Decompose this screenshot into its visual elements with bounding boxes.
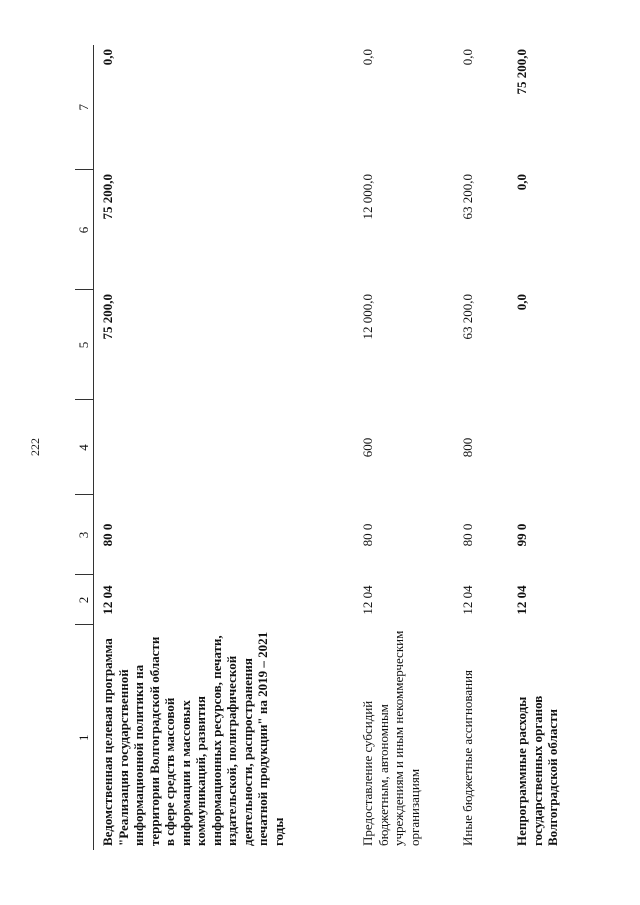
row-amount-7: 0,0: [100, 49, 115, 66]
row-amount-5: 75 200,0: [100, 294, 115, 340]
header-row: [75, 45, 94, 850]
budget-table: [75, 45, 578, 850]
row-name: Ведомственная целевая программа "Реализация государственной информационной политики на территории Волгоградской области в сфере средств массовой информации и массовых коммуникаций, развития информационных ресурсов, печати, издательской, полиграфической деятельности, распространения печатной продукции" на 2019 – 2021 годы: [100, 631, 286, 846]
table-row: [454, 45, 508, 850]
row-amount-7: 0,0: [460, 49, 475, 66]
row-expense-type: [94, 400, 355, 495]
table-row: [508, 45, 578, 850]
row-expense-type: 600: [360, 437, 375, 458]
header-col-6: 6: [75, 170, 94, 290]
row-program-code: 99 0: [514, 523, 529, 547]
row-amount-7: 0,0: [360, 49, 375, 66]
row-name: Предоставление субсидий бюджетным, автономным учреждениям и иным некоммерческим организациям: [360, 630, 422, 846]
table-row: [354, 45, 454, 850]
header-col-1: 1: [75, 625, 94, 850]
row-name: Иные бюджетные ассигнования: [460, 669, 475, 846]
row-amount-6: 63 200,0: [460, 174, 475, 220]
row-section-code: 12 04: [100, 585, 115, 615]
row-name: Непрограммные расходы государственных органов Волгоградской области: [514, 695, 560, 846]
page-number: 222: [28, 438, 42, 456]
row-program-code: 80 0: [100, 523, 115, 547]
budget-table-rotated: [75, 45, 560, 850]
row-expense-type: 800: [460, 437, 475, 458]
row-amount-6: 12 000,0: [360, 174, 375, 220]
row-expense-type: [508, 400, 578, 495]
row-amount-5: 63 200,0: [460, 294, 475, 340]
table-row: [94, 45, 355, 850]
header-col-4: 4: [75, 400, 94, 495]
row-amount-6: 0,0: [514, 174, 529, 191]
row-program-code: 80 0: [460, 523, 475, 547]
header-col-3: 3: [75, 495, 94, 575]
header-col-2: 2: [75, 575, 94, 625]
header-col-5: 5: [75, 290, 94, 400]
row-amount-5: 0,0: [514, 294, 529, 311]
row-program-code: 80 0: [360, 523, 375, 547]
row-section-code: 12 04: [360, 585, 375, 615]
header-col-7: 7: [75, 45, 94, 170]
row-section-code: 12 04: [460, 585, 475, 615]
row-section-code: 12 04: [514, 585, 529, 615]
row-amount-5: 12 000,0: [360, 294, 375, 340]
row-amount-6: 75 200,0: [100, 174, 115, 220]
row-amount-7: 75 200,0: [514, 49, 529, 95]
